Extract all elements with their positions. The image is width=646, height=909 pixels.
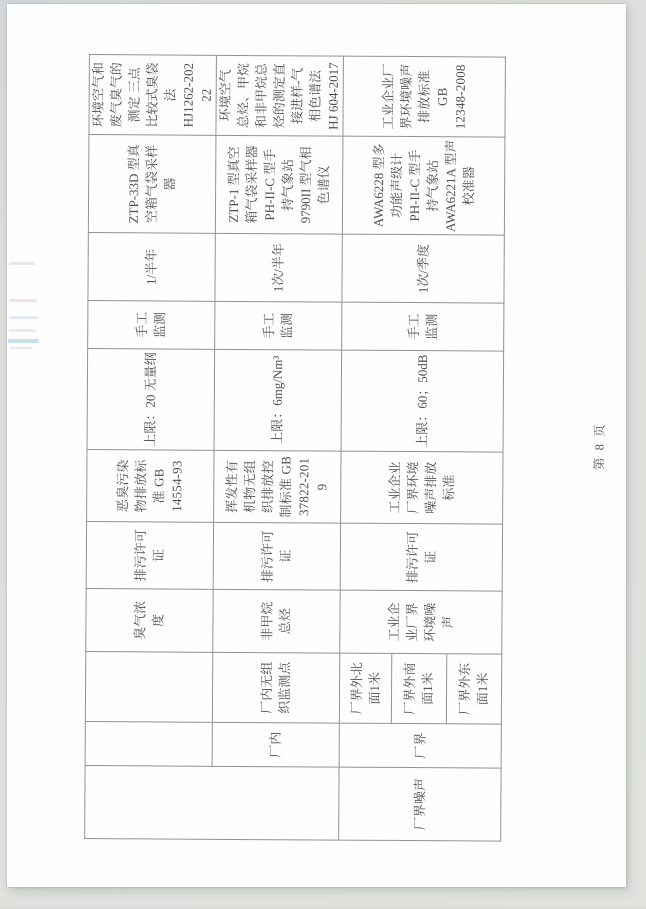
- page-number: 第 8 页: [591, 421, 607, 470]
- cell-nmhc-site: 厂内无组 织监测点: [212, 652, 339, 723]
- cell-nmhc-basis: 排污许可 证: [213, 522, 340, 590]
- cell-noise-method: 工业企业厂 界环境噪声 排放标准 GB 12348-2008: [342, 56, 504, 137]
- cell-nmhc-standard: 挥发性有 机物无组 织排放控 制标准 GB 37822-201 9: [213, 450, 340, 523]
- cell-nmhc-method: 环境空气 总烃、甲烷 和非甲烷总 烃的测定直 接进样-气 相色谱法 HJ 604-2017: [215, 55, 342, 136]
- cell-odor-standard: 恶臭污染 物排放标 准 GB 14554-93: [86, 449, 213, 522]
- cell-nmhc-mode: 手工 监测: [214, 301, 341, 350]
- cell-odor-mode: 手工 监测: [87, 300, 214, 349]
- cell-noise-mode: 手工 监测: [341, 302, 503, 351]
- cell-noise-limit: 上限：60；50dB: [341, 350, 504, 452]
- cell-nmhc-limit: 上限：6mg/Nm³: [214, 349, 342, 451]
- cell-noise-site-south: 厂界外南 面1米: [391, 653, 446, 723]
- monitoring-plan-table: [84, 54, 506, 842]
- cell-odor-frequency: 1/半年: [87, 232, 214, 301]
- cell-noise-pollutant: 工业企 业厂界 环境噪 声: [339, 590, 501, 654]
- cell-odor-limit: 上限：20 无量纲: [87, 348, 215, 450]
- cell-odor-method: 环境空气和 废气臭气的 测定 三点 比较式臭袋 法 HJ1262-202 22: [88, 54, 215, 135]
- table-row-noise-north: [338, 56, 395, 840]
- cell-odor-basis: 排污许可 证: [86, 521, 213, 589]
- cell-noise-category: 厂界噪声: [338, 767, 500, 841]
- cell-noise-site-east: 厂界外东 面1米: [446, 653, 501, 723]
- cell-noise-frequency: 1次/季度: [341, 234, 503, 303]
- table-row-nmhc: [211, 55, 343, 840]
- cell-nmhc-pollutant: 非甲烷 总烃: [212, 589, 339, 653]
- cell-noise-instrument: AWA6228 型多 功能声级计 PH-II-C 型手 持气象站 AWA6221A 型声 校准器: [342, 136, 505, 235]
- cell-noise-standard: 工业企业 厂界环境 噪声排放 标准: [340, 451, 502, 524]
- cell-nmhc-frequency: 1次/半年: [214, 233, 341, 302]
- cell-odor-site-empty: [85, 651, 212, 722]
- cell-noise-basis: 排污许可 证: [340, 523, 502, 591]
- cell-noise-boundary: 厂界: [339, 723, 501, 768]
- cell-odor-instrument: ZTP-33D 型真 空箱气袋采样 器: [88, 134, 216, 233]
- cell-nmhc-boundary: 厂内: [212, 722, 339, 767]
- cell-odor-pollutant: 臭气浓 度: [85, 588, 212, 652]
- cell-nmhc-instrument: ZTP-1 型真空 箱气袋采样器 PH-II-C 型手 持气象站 9790II 型气相 色谱仪: [215, 135, 343, 234]
- cell-noise-site-north: 厂界外北 面1米: [339, 653, 391, 723]
- cell-odor-boundary-empty: [85, 721, 212, 766]
- cell-category-merged-empty: [84, 765, 338, 840]
- table-row-odor: [84, 54, 216, 839]
